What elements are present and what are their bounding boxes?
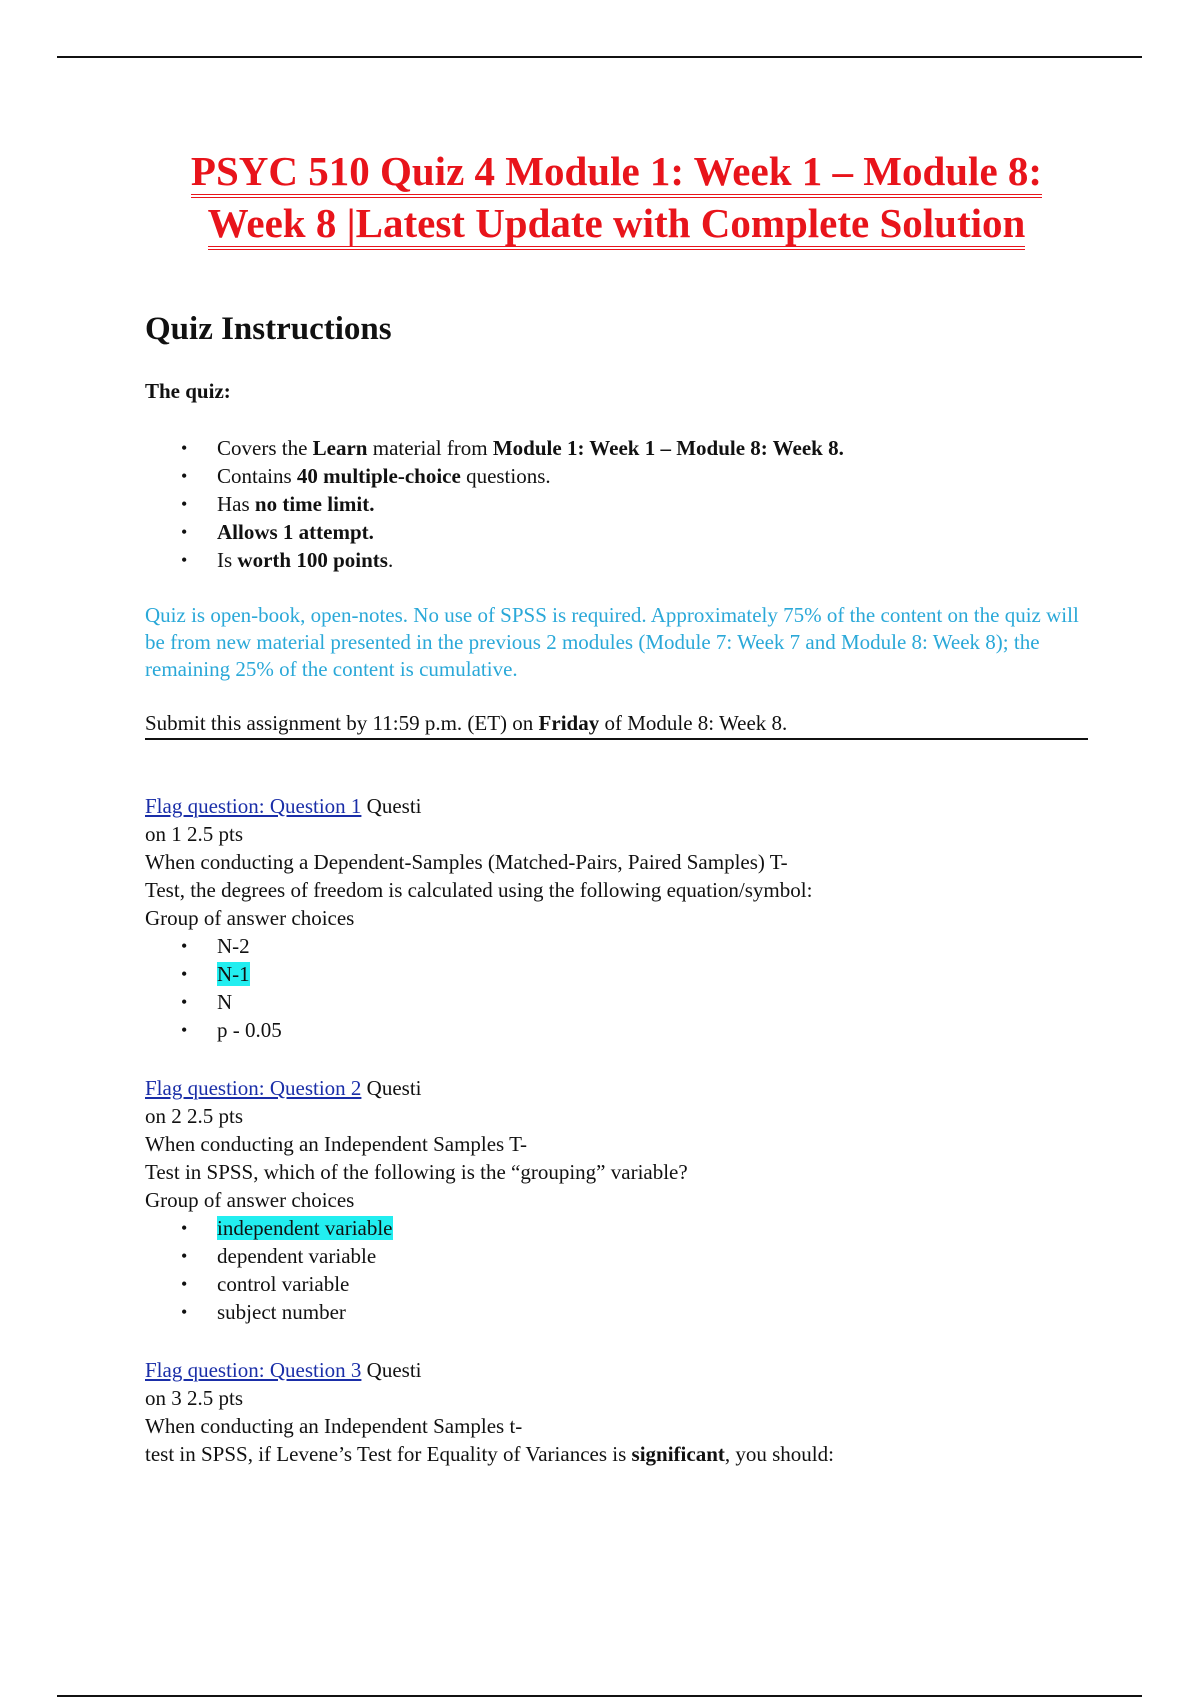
instruction-item: • Contains 40 multiple-choice questions. <box>145 462 1088 490</box>
document-title <box>145 145 1088 249</box>
bottom-rule <box>57 1695 1142 1697</box>
question-meta: on 3 2.5 pts <box>145 1386 244 1410</box>
question-meta: on 1 2.5 pts <box>145 822 244 846</box>
question-text: When conducting an Independent Samples T- <box>145 1132 527 1156</box>
question-1: Flag question: Question 1 Questi on 1 2.5 pts When conducting a Dependent-Samples (Matched-Pairs, Paired Samples) T- Test, the degrees of freedom is calculated using the following equation/symbol: Group of answer choices • N-2 • N-1 • N • p - 0.05 <box>145 792 1088 1044</box>
answer-choice-correct[interactable]: • N-1 <box>145 960 1088 988</box>
quiz-label: The quiz: <box>145 379 231 403</box>
answer-choice[interactable]: • N <box>145 988 1088 1016</box>
answer-choice[interactable]: • N-2 <box>145 932 1088 960</box>
answer-choice[interactable]: • control variable <box>145 1270 1088 1298</box>
answer-choices <box>145 1214 1088 1326</box>
answer-choices <box>145 932 1088 1044</box>
instruction-item: • Is worth 100 points. <box>145 546 1088 574</box>
question-text: Test in SPSS, which of the following is the “grouping” variable? <box>145 1160 688 1184</box>
instruction-item: • Covers the Learn material from Module 1: Week 1 – Module 8: Week 8. <box>145 434 1088 462</box>
answer-choice[interactable]: • p - 0.05 <box>145 1016 1088 1044</box>
quiz-note: Quiz is open-book, open-notes. No use of SPSS is required. Approximately 75% of the content on the quiz will be from new material presented in the previous 2 modules (Module 7: Week 7 and Module 8: Week 8); the remaining 25% of the content is cumulative. <box>145 603 1079 681</box>
document-body <box>145 145 1088 1468</box>
title-line-2: Week 8 |Latest Update with Complete Solution <box>208 200 1026 250</box>
question-text: When conducting a Dependent-Samples (Matched-Pairs, Paired Samples) T- <box>145 850 788 874</box>
answer-choice-correct[interactable]: • independent variable <box>145 1214 1088 1242</box>
question-3: Flag question: Question 3 Questi on 3 2.5 pts When conducting an Independent Samples t- test in SPSS, if Levene’s Test for Equality of Variances is significant, you should: <box>145 1356 1088 1468</box>
question-text: When conducting an Independent Samples t- <box>145 1414 523 1438</box>
instructions-heading: Quiz Instructions <box>145 311 392 347</box>
title-line-1: PSYC 510 Quiz 4 Module 1: Week 1 – Module 8: <box>191 148 1042 198</box>
question-text: Test, the degrees of freedom is calculated using the following equation/symbol: <box>145 878 813 902</box>
answer-group-label: Group of answer choices <box>145 906 355 930</box>
answer-group-label: Group of answer choices <box>145 1188 355 1212</box>
answer-choice[interactable]: • subject number <box>145 1298 1088 1326</box>
flag-question-link[interactable]: Flag question: Question 1 <box>145 794 362 818</box>
question-text: test in SPSS, if Levene’s Test for Equality of Variances is significant, you should: <box>145 1442 834 1466</box>
submit-deadline: Submit this assignment by 11:59 p.m. (ET) on Friday of Module 8: Week 8. <box>145 711 1088 740</box>
flag-question-link[interactable]: Flag question: Question 2 <box>145 1076 362 1100</box>
instruction-item: • Has no time limit. <box>145 490 1088 518</box>
top-rule <box>57 56 1142 58</box>
answer-choice[interactable]: • dependent variable <box>145 1242 1088 1270</box>
flag-question-link[interactable]: Flag question: Question 3 <box>145 1358 362 1382</box>
question-2: Flag question: Question 2 Questi on 2 2.5 pts When conducting an Independent Samples T- Test in SPSS, which of the following is the “grouping” variable? Group of answer choices • independent variable • dependent variable • control variable • subject number <box>145 1074 1088 1326</box>
instruction-item: • Allows 1 attempt. <box>145 518 1088 546</box>
instructions-list <box>145 434 1088 574</box>
question-meta: on 2 2.5 pts <box>145 1104 244 1128</box>
